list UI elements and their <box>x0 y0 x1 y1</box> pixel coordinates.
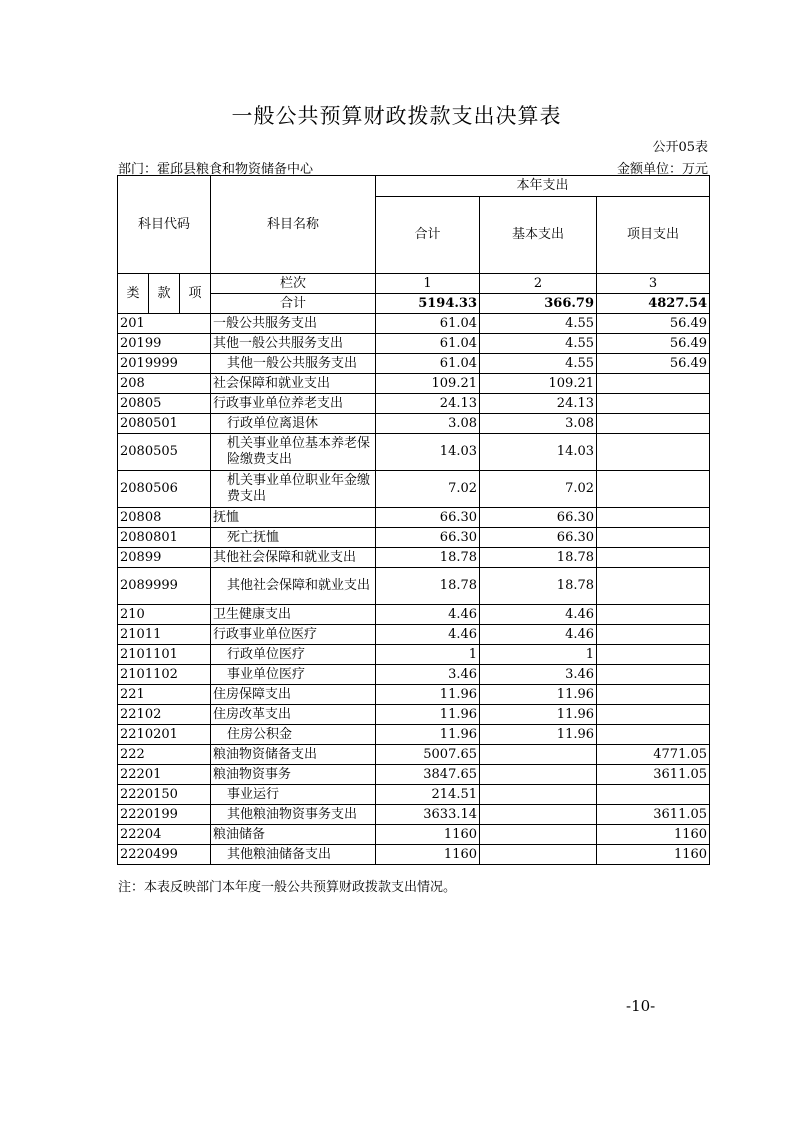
table-row <box>118 725 710 745</box>
table-row <box>118 528 710 548</box>
table-row <box>118 685 710 705</box>
table-row <box>118 434 710 471</box>
row-code: 2089999 <box>118 568 211 605</box>
row-name: 其他社会保障和就业支出 <box>211 548 376 568</box>
table-row <box>118 568 710 605</box>
row-total: 66.30 <box>376 528 480 548</box>
row-project: 4771.05 <box>597 745 710 765</box>
row-total: 11.96 <box>376 705 480 725</box>
row-code: 20805 <box>118 394 211 414</box>
row-name: 粮油物资事务 <box>211 765 376 785</box>
row-name: 其他粮油储备支出 <box>211 845 376 865</box>
row-code: 22201 <box>118 765 211 785</box>
row-basic: 3.08 <box>480 414 597 434</box>
table-row <box>118 805 710 825</box>
row-total: 61.04 <box>376 314 480 334</box>
table-row <box>118 645 710 665</box>
row-code: 2101102 <box>118 665 211 685</box>
row-basic: 7.02 <box>480 471 597 508</box>
table-row <box>118 665 710 685</box>
row-name: 行政单位离退休 <box>211 414 376 434</box>
row-code: 20808 <box>118 508 211 528</box>
row-project <box>597 725 710 745</box>
row-total: 18.78 <box>376 548 480 568</box>
form-number: 公开05表 <box>652 140 708 155</box>
row-project: 3611.05 <box>597 765 710 785</box>
row-project: 56.49 <box>597 354 710 374</box>
row-total: 14.03 <box>376 434 480 471</box>
page-number: -10- <box>626 997 656 1015</box>
table-row <box>118 508 710 528</box>
row-code: 208 <box>118 374 211 394</box>
row-basic <box>480 845 597 865</box>
table-row <box>118 374 710 394</box>
row-project <box>597 665 710 685</box>
row-total: 3.08 <box>376 414 480 434</box>
row-project <box>597 374 710 394</box>
row-code: 2220150 <box>118 785 211 805</box>
row-project <box>597 645 710 665</box>
table-row <box>118 548 710 568</box>
sum-project: 4827.54 <box>597 294 710 314</box>
sum-basic: 366.79 <box>480 294 597 314</box>
row-code: 2220199 <box>118 805 211 825</box>
row-total: 3847.65 <box>376 765 480 785</box>
header-kuan: 款 <box>149 274 180 314</box>
row-basic <box>480 805 597 825</box>
header-xiang: 项 <box>180 274 211 314</box>
header-lei: 类 <box>118 274 149 314</box>
row-basic: 4.46 <box>480 605 597 625</box>
header-lanci: 栏次 <box>211 274 376 294</box>
department-label: 部门：霍邱县粮食和物资储备中心 <box>118 162 314 177</box>
row-project <box>597 625 710 645</box>
unit-label: 金额单位：万元 <box>616 162 708 177</box>
row-total: 4.46 <box>376 605 480 625</box>
row-total: 18.78 <box>376 568 480 605</box>
row-name: 粮油物资储备支出 <box>211 745 376 765</box>
row-project <box>597 785 710 805</box>
table-row <box>118 414 710 434</box>
row-basic: 1 <box>480 645 597 665</box>
row-name: 粮油储备 <box>211 825 376 845</box>
row-name: 其他一般公共服务支出 <box>211 334 376 354</box>
row-name: 卫生健康支出 <box>211 605 376 625</box>
row-total: 61.04 <box>376 354 480 374</box>
table-row <box>118 471 710 508</box>
row-project <box>597 605 710 625</box>
row-total: 11.96 <box>376 685 480 705</box>
row-basic: 4.55 <box>480 314 597 334</box>
table-row <box>118 354 710 374</box>
row-basic <box>480 785 597 805</box>
table-row <box>118 394 710 414</box>
row-project <box>597 685 710 705</box>
table-row <box>118 625 710 645</box>
row-total: 3.46 <box>376 665 480 685</box>
row-name: 行政事业单位医疗 <box>211 625 376 645</box>
row-code: 20199 <box>118 334 211 354</box>
row-project: 3611.05 <box>597 805 710 825</box>
row-basic: 18.78 <box>480 568 597 605</box>
row-code: 21011 <box>118 625 211 645</box>
row-name: 事业单位医疗 <box>211 665 376 685</box>
row-code: 2080505 <box>118 434 211 471</box>
sum-label: 合计 <box>211 294 376 314</box>
row-basic: 3.46 <box>480 665 597 685</box>
header-name: 科目名称 <box>211 176 376 274</box>
row-name: 住房改革支出 <box>211 705 376 725</box>
row-total: 24.13 <box>376 394 480 414</box>
row-project <box>597 434 710 471</box>
expenditure-table <box>117 175 710 865</box>
row-total: 1160 <box>376 825 480 845</box>
row-code: 22204 <box>118 825 211 845</box>
row-total: 66.30 <box>376 508 480 528</box>
row-name: 一般公共服务支出 <box>211 314 376 334</box>
header-basic: 基本支出 <box>480 197 597 274</box>
row-code: 2080501 <box>118 414 211 434</box>
table-row <box>118 705 710 725</box>
row-basic: 66.30 <box>480 508 597 528</box>
row-name: 事业运行 <box>211 785 376 805</box>
header-col3: 3 <box>597 274 710 294</box>
row-total: 4.46 <box>376 625 480 645</box>
row-total: 5007.65 <box>376 745 480 765</box>
row-basic <box>480 825 597 845</box>
table-row <box>118 785 710 805</box>
row-code: 2220499 <box>118 845 211 865</box>
row-project <box>597 568 710 605</box>
row-code: 210 <box>118 605 211 625</box>
row-code: 2019999 <box>118 354 211 374</box>
table-row <box>118 825 710 845</box>
row-project <box>597 394 710 414</box>
header-code: 科目代码 <box>118 176 211 274</box>
row-name: 机关事业单位基本养老保险缴费支出 <box>211 434 376 471</box>
row-total: 3633.14 <box>376 805 480 825</box>
row-total: 11.96 <box>376 725 480 745</box>
row-code: 222 <box>118 745 211 765</box>
table-row <box>118 745 710 765</box>
table-row <box>118 845 710 865</box>
row-name: 行政事业单位养老支出 <box>211 394 376 414</box>
row-project <box>597 508 710 528</box>
row-code: 2080801 <box>118 528 211 548</box>
row-name: 其他粮油物资事务支出 <box>211 805 376 825</box>
table-row <box>118 314 710 334</box>
row-total: 214.51 <box>376 785 480 805</box>
row-project: 1160 <box>597 845 710 865</box>
row-total: 1160 <box>376 845 480 865</box>
row-name: 机关事业单位职业年金缴费支出 <box>211 471 376 508</box>
row-basic: 4.55 <box>480 354 597 374</box>
row-basic <box>480 745 597 765</box>
row-code: 20899 <box>118 548 211 568</box>
table-note: 注：本表反映部门本年度一般公共预算财政拨款支出情况。 <box>118 880 457 895</box>
row-total: 1 <box>376 645 480 665</box>
table-row <box>118 765 710 785</box>
row-basic: 11.96 <box>480 725 597 745</box>
row-code: 221 <box>118 685 211 705</box>
row-name: 住房保障支出 <box>211 685 376 705</box>
row-project <box>597 528 710 548</box>
header-total: 合计 <box>376 197 480 274</box>
sum-total: 5194.33 <box>376 294 480 314</box>
row-basic: 11.96 <box>480 685 597 705</box>
row-total: 61.04 <box>376 334 480 354</box>
row-name: 住房公积金 <box>211 725 376 745</box>
row-project <box>597 414 710 434</box>
row-basic: 66.30 <box>480 528 597 548</box>
table-row <box>118 334 710 354</box>
row-total: 109.21 <box>376 374 480 394</box>
row-name: 其他社会保障和就业支出 <box>211 568 376 605</box>
row-project: 1160 <box>597 825 710 845</box>
row-name: 社会保障和就业支出 <box>211 374 376 394</box>
table-row <box>118 605 710 625</box>
row-total: 7.02 <box>376 471 480 508</box>
row-code: 2210201 <box>118 725 211 745</box>
row-project: 56.49 <box>597 314 710 334</box>
row-project: 56.49 <box>597 334 710 354</box>
row-project <box>597 548 710 568</box>
row-project <box>597 471 710 508</box>
header-current-year: 本年支出 <box>376 176 710 197</box>
row-basic: 18.78 <box>480 548 597 568</box>
row-basic: 14.03 <box>480 434 597 471</box>
row-project <box>597 705 710 725</box>
row-name: 抚恤 <box>211 508 376 528</box>
row-basic: 24.13 <box>480 394 597 414</box>
page-title: 一般公共预算财政拨款支出决算表 <box>231 104 562 128</box>
row-code: 22102 <box>118 705 211 725</box>
row-name: 死亡抚恤 <box>211 528 376 548</box>
row-basic: 4.55 <box>480 334 597 354</box>
row-code: 201 <box>118 314 211 334</box>
row-name: 其他一般公共服务支出 <box>211 354 376 374</box>
header-project: 项目支出 <box>597 197 710 274</box>
row-basic: 11.96 <box>480 705 597 725</box>
row-basic: 4.46 <box>480 625 597 645</box>
row-code: 2080506 <box>118 471 211 508</box>
row-basic: 109.21 <box>480 374 597 394</box>
header-col1: 1 <box>376 274 480 294</box>
row-name: 行政单位医疗 <box>211 645 376 665</box>
row-basic <box>480 765 597 785</box>
row-code: 2101101 <box>118 645 211 665</box>
header-col2: 2 <box>480 274 597 294</box>
